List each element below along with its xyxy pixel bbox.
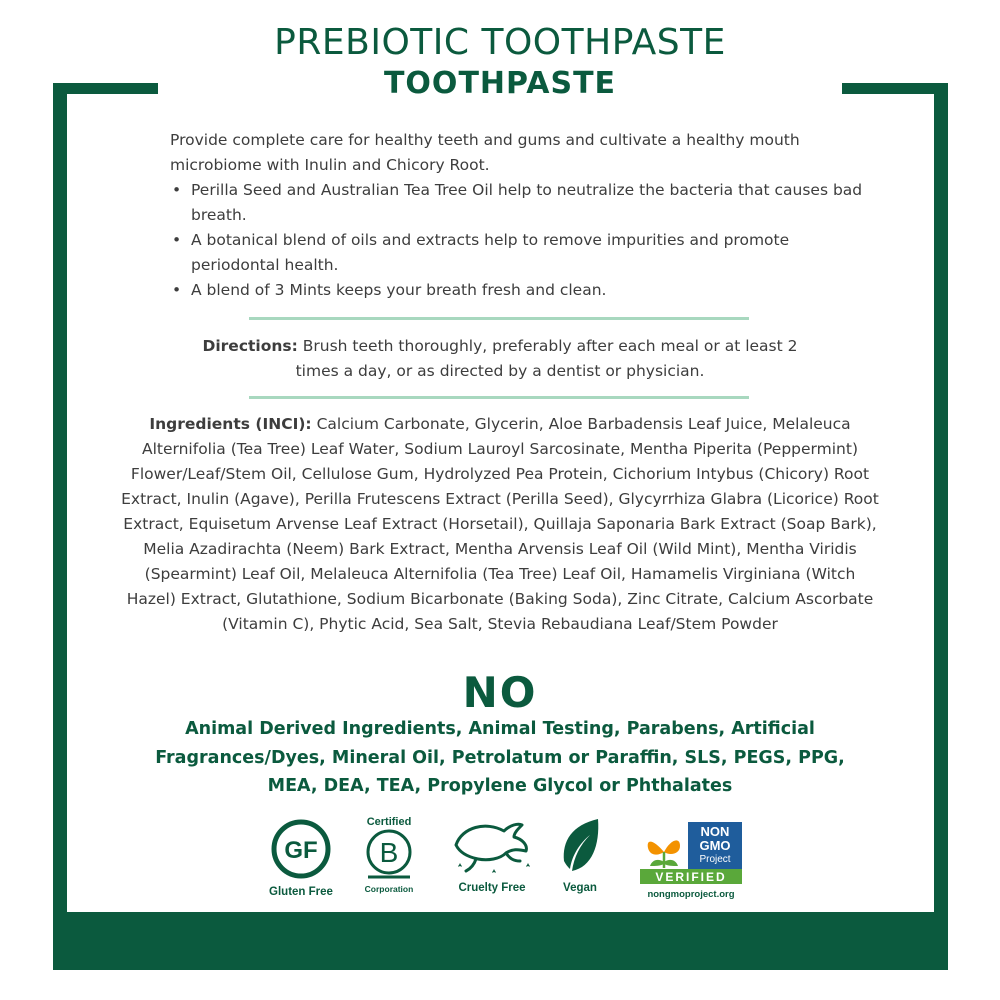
b-corp-caption: Corporation	[364, 884, 414, 894]
benefit-item: • Perilla Seed and Australian Tea Tree Oil help to neutralize the bacteria that causes bad breath.	[170, 178, 870, 228]
non-gmo-seal	[640, 822, 742, 884]
non-gmo-line-1: NON	[700, 824, 730, 839]
non-gmo-line-3: Project	[699, 854, 731, 865]
benefit-list	[170, 178, 870, 303]
ingredients-label: Ingredients (INCI):	[149, 415, 312, 433]
product-title: PREBIOTIC TOOTHPASTE	[274, 22, 726, 63]
divider-top	[249, 317, 749, 320]
gluten-free-caption: Gluten Free	[269, 886, 333, 898]
non-gmo-line-2: GMO	[699, 838, 731, 853]
directions-paragraph	[200, 334, 800, 384]
benefit-item: • A blend of 3 Mints keeps your breath fresh and clean.	[170, 278, 870, 303]
leaping-bunny-icon	[448, 815, 536, 877]
frame-right-border	[934, 83, 948, 913]
b-corp-icon	[358, 828, 420, 880]
intro-paragraph: Provide complete care for healthy teeth and gums and cultivate a healthy mouth microbiome with Inulin and Chicory Root.	[170, 131, 800, 174]
free-from-heading: NO	[462, 668, 538, 717]
b-corp-mark: B	[379, 837, 399, 868]
frame-left-border	[53, 83, 67, 913]
ingredients-text: Calcium Carbonate, Glycerin, Aloe Barbadensis Leaf Juice, Melaleuca Alternifolia (Tea Tree) Leaf Water, Sodium Lauroyl Sarcosinate, Mentha Piperita (Peppermint) Flower/Leaf/Stem Oil, Cellulose Gum, Hydrolyzed Pea Protein, Cichorium Intybus (Chicory) Root Extract, Inulin (Agave), Perilla Frutescens Extract (Perilla Seed), Glycyrrhiza Glabra (Licorice) Root Extract, Equisetum Arvense Leaf Extract (Horsetail), Quillaja Saponaria Bark Extract (Soap Bark), Melia Azadirachta (Neem) Bark Extract, Mentha Arvensis Leaf Oil (Wild Mint), Mentha Viridis (Spearmint) Leaf Oil, Melaleuca Alternifolia (Tea Tree) Leaf Oil, Hamamelis Virginiana (Witch Hazel) Extract, Glutathione, Sodium Bicarbonate (Baking Soda), Zinc Citrate, Calcium Ascorbate (Vitamin C), Phytic Acid, Sea Salt, Stevia Rebaudiana Leaf/Stem Powder	[121, 415, 879, 633]
non-gmo-verified: VERIFIED	[655, 870, 727, 884]
leaf-icon	[558, 815, 602, 877]
directions-text: Brush teeth thoroughly, preferably after each meal or at least 2 times a day, or as directed by a dentist or physician.	[295, 337, 798, 380]
gluten-free-icon	[268, 818, 334, 880]
directions-label: Directions:	[202, 337, 298, 355]
b-corp-top-label: Certified	[366, 816, 412, 828]
non-gmo-badge	[640, 822, 742, 900]
gluten-free-badge	[268, 818, 334, 898]
product-subtitle: TOOTHPASTE	[383, 66, 617, 101]
vegan-caption: Vegan	[563, 882, 597, 894]
vegan-badge	[558, 815, 602, 894]
free-from-list: Animal Derived Ingredients, Animal Testing, Parabens, Artificial Fragrances/Dyes, Mineral Oil, Petrolatum or Paraffin, SLS, PEGS, PPG, MEA, DEA, TEA, Propylene Glycol or Phthalates	[155, 719, 845, 796]
non-gmo-url: nongmoproject.org	[647, 889, 735, 900]
b-corp-badge	[358, 816, 420, 894]
footer-band	[53, 912, 948, 970]
benefit-item: • A botanical blend of oils and extracts help to remove impurities and promote periodontal health.	[170, 228, 870, 278]
cruelty-free-badge	[448, 815, 536, 894]
cruelty-free-caption: Cruelty Free	[458, 882, 526, 894]
gluten-free-mark: GF	[284, 837, 318, 864]
ingredients-paragraph	[120, 412, 880, 637]
divider-bottom	[249, 396, 749, 399]
